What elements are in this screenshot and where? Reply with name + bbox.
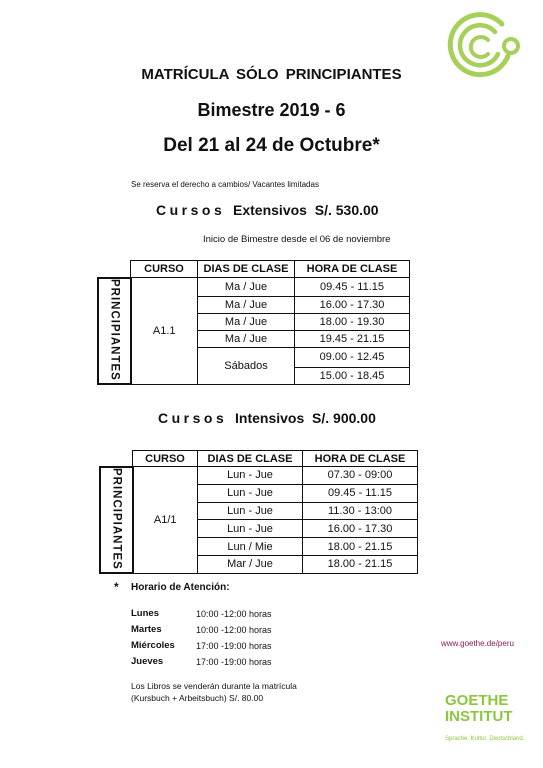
extensive-side-label: PRINCIPIANTES <box>108 278 121 381</box>
bullet-icon: * <box>114 580 119 594</box>
office-day: Miércoles <box>131 640 175 651</box>
intensive-side-label: PRINCIPIANTES <box>110 467 123 570</box>
office-day: Jueves <box>131 656 164 667</box>
brand-name <box>445 693 513 725</box>
table-row-hours: 15.00 - 18.45 <box>295 367 410 384</box>
enrollment-title: MATRÍCULA SÓLO PRINCIPIANTES <box>141 66 402 83</box>
bimester-title: Bimestre 2019 - 6 <box>197 100 346 120</box>
bimester-start-note: Inicio de Bimestre desde el 06 de noviembre <box>203 234 391 245</box>
table-row-hours: 18.00 - 21.15 <box>303 538 418 556</box>
table-row-days: Ma / Jue <box>198 297 295 314</box>
books-line-2: (Kursbuch + Arbeitsbuch) S/. 80.00 <box>131 693 264 703</box>
extensive-side-label-cell <box>98 278 131 385</box>
table-row-days: Ma / Jue <box>198 331 295 348</box>
extensive-course: A1.1 <box>131 278 198 385</box>
office-hours: 17:00 -19:00 horas <box>196 641 272 651</box>
office-day: Martes <box>131 624 162 635</box>
table-row-hours: 07.30 - 09:00 <box>303 467 418 485</box>
intensive-price: S/. 900.00 <box>312 410 376 426</box>
intensive-label-2: Intensivos <box>235 410 305 426</box>
intensive-section-title <box>158 410 376 426</box>
extensive-schedule-table <box>97 260 410 385</box>
extensive-label-2: Extensivos <box>233 202 307 218</box>
table-row-days: Sábados <box>198 348 295 385</box>
website-link[interactable]: www.goethe.de/peru <box>441 639 514 648</box>
table-row-hours: 16.00 - 17.30 <box>295 297 410 314</box>
extensive-header-hours: HORA DE CLASE <box>295 261 410 278</box>
office-hours-title: Horario de Atención: <box>131 582 230 593</box>
office-day: Lunes <box>131 608 159 619</box>
table-row-hours: 18.00 - 21.15 <box>303 555 418 573</box>
extensive-section-title <box>156 202 379 218</box>
table-row-days: Lun - Jue <box>198 520 303 538</box>
table-row-hours: 19.45 - 21.15 <box>295 331 410 348</box>
books-note <box>131 680 297 704</box>
books-line-1: Los Libros se venderán durante la matrícula <box>131 681 297 691</box>
table-row-days: Lun - Jue <box>198 502 303 520</box>
brand-tagline: Sprache. Kultur. Deutschland. <box>445 736 525 742</box>
intensive-label: Cursos <box>158 410 228 426</box>
intensive-schedule-table <box>99 450 418 574</box>
table-row-days: Lun - Jue <box>198 467 303 485</box>
table-row-days: Ma / Jue <box>198 278 295 297</box>
intensive-header-days: DIAS DE CLASE <box>198 451 303 467</box>
intensive-header-hours: HORA DE CLASE <box>303 451 418 467</box>
extensive-price: S/. 530.00 <box>314 202 379 218</box>
table-row-days: Mar / Jue <box>198 555 303 573</box>
table-row-hours: 11.30 - 13:00 <box>303 502 418 520</box>
dates-title: Del 21 al 24 de Octubre* <box>163 135 380 156</box>
table-row-hours: 09.45 - 11.15 <box>303 484 418 502</box>
table-row-hours: 09.00 - 12.45 <box>295 348 410 368</box>
office-hours: 10:00 -12:00 horas <box>196 609 272 619</box>
extensive-header-days: DIAS DE CLASE <box>198 261 295 278</box>
intensive-header-course: CURSO <box>133 451 198 467</box>
intensive-course: A1/1 <box>133 467 198 574</box>
extensive-header-course: CURSO <box>131 261 198 278</box>
table-row-days: Lun - Jue <box>198 484 303 502</box>
table-row-hours: 18.00 - 19.30 <box>295 314 410 331</box>
extensive-label: Cursos <box>156 202 226 218</box>
brand-name-line-2: INSTITUT <box>445 708 513 725</box>
table-row-days: Lun / Mie <box>198 538 303 556</box>
brand-name-line-1: GOETHE <box>445 692 509 709</box>
reservation-note: Se reserva el derecho a cambios/ Vacantes limitadas <box>131 180 319 189</box>
table-row-hours: 16.00 - 17.30 <box>303 520 418 538</box>
intensive-side-label-cell <box>100 467 133 574</box>
office-hours: 10:00 -12:00 horas <box>196 625 272 635</box>
office-hours: 17:00 -19:00 horas <box>196 657 272 667</box>
table-row-days: Ma / Jue <box>198 314 295 331</box>
table-row-hours: 09.45 - 11.15 <box>295 278 410 297</box>
